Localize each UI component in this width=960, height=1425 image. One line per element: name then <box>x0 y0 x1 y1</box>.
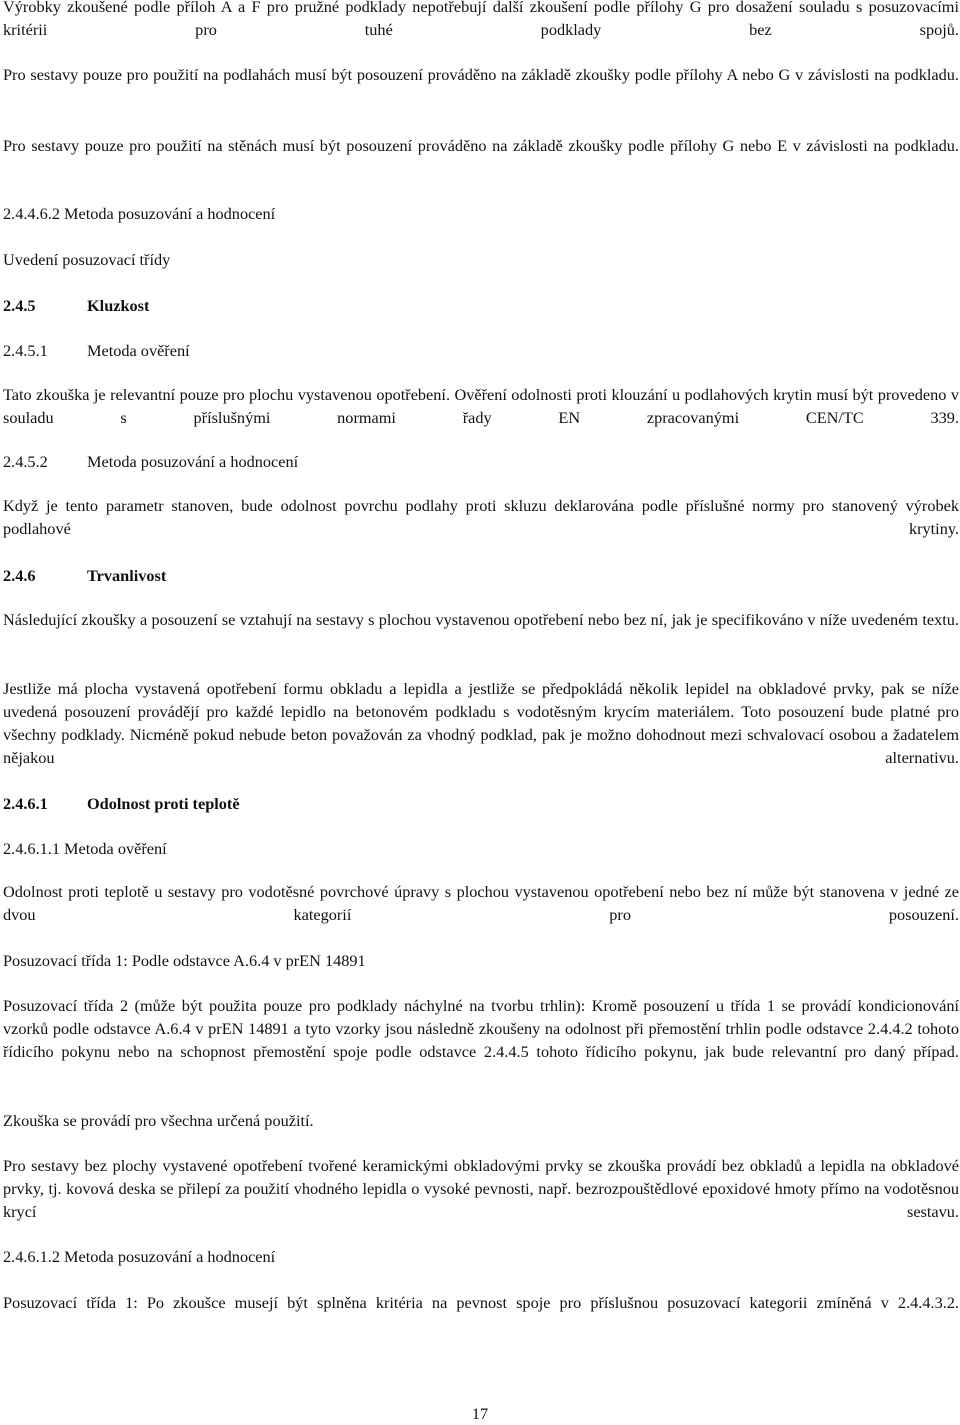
section-number: 2.4.5 <box>3 296 36 315</box>
paragraph: Posuzovací třída 2 (může být použita pouze pro podklady náchylné na tvorbu trhlin): Kromě posouzení u třída 1 se provádí kondicionování vzorků podle odstavce A.6.4 v prEN 14891 a tyto vzorky jsou následně zkoušeny na odolnost při přemostění trhlin podle odstavce 2.4.4.2 tohoto řídicího pokynu nebo na schopnost přemostění spoje podle odstavce 2.4.4.5 tohoto řídicího pokynu, jak bude relevantní pro daný případ. <box>3 996 959 1061</box>
section-heading <box>3 792 240 815</box>
section-number: 2.4.5.1 <box>3 341 48 360</box>
section-heading: 2.4.6.1.2 Metoda posuzování a hodnocení <box>3 1247 276 1266</box>
paragraph: Jestliže má plocha vystavená opotřebení formu obkladu a lepidla a jestliže se předpokládá několik lepidel na obkladové prvky, pak se níže uvedená posouzení provádějí pro každé lepidlo na betonovém podkladu s vodotěsným krycím materiálem. Toto posouzení bude platné pro všechny podklady. Nicméně pokud nebude beton považován za vhodný podklad, pak je možno dohodnout mezi schvalovací osobou a žadatelem nějakou alternativu. <box>3 679 959 767</box>
section-number: 2.4.6.1 <box>3 794 48 813</box>
section-title: Kluzkost <box>87 296 150 315</box>
section-heading <box>3 564 166 587</box>
section-heading <box>3 339 190 362</box>
paragraph: Posuzovací třída 1: Podle odstavce A.6.4 v prEN 14891 <box>3 951 366 970</box>
section-heading: 2.4.4.6.2 Metoda posuzování a hodnocení <box>3 204 276 223</box>
page-number: 17 <box>471 1404 489 1423</box>
paragraph: Odolnost proti teplotě u sestavy pro vodotěsné povrchové úpravy s plochou vystavenou opotřebení nebo bez ní může být stanovena v jedné ze dvou kategorií pro posouzení. <box>3 882 959 924</box>
subheading: Uvedení posuzovací třídy <box>3 250 171 269</box>
paragraph: Výrobky zkoušené podle příloh A a F pro pružné podklady nepotřebují další zkoušení podle přílohy G pro dosažení souladu s posuzovacími kritérii pro tuhé podklady bez spojů. <box>3 0 959 39</box>
paragraph: Následující zkoušky a posouzení se vztahují na sestavy s plochou vystavenou opotřebení nebo bez ní, jak je specifikováno v níže uvedeném textu. <box>3 610 959 629</box>
section-number: 2.4.5.2 <box>3 452 48 471</box>
section-title: Trvanlivost <box>87 566 167 585</box>
paragraph: Pro sestavy bez plochy vystavené opotřebení tvořené keramickými obkladovými prvky se zkouška provádí bez obkladů a lepidla na obkladové prvky, tj. kovová deska se přilepí za použití vhodného lepidla o vysoké pevnosti, např. bezrozpouštědlové epoxidové hmoty přímo na vodotěsnou krycí sestavu. <box>3 1156 959 1221</box>
section-title: Metoda posuzování a hodnocení <box>87 452 299 471</box>
paragraph: Tato zkouška je relevantní pouze pro plochu vystavenou opotřebení. Ověření odolnosti proti klouzání u podlahových krytin musí být provedeno v souladu s příslušnými normami řady EN zpracovanými CEN/TC 339. <box>3 385 959 427</box>
paragraph: Když je tento parametr stanoven, bude odolnost povrchu podlahy proti skluzu deklarována podle příslušné normy pro stanovený výrobek podlahové krytiny. <box>3 496 959 538</box>
section-number: 2.4.6 <box>3 566 36 585</box>
section-heading: 2.4.6.1.1 Metoda ověření <box>3 839 167 858</box>
paragraph: Pro sestavy pouze pro použití na podlahách musí být posouzení prováděno na základě zkoušky podle přílohy A nebo G v závislosti na podkladu. <box>3 65 959 84</box>
section-heading <box>3 450 298 473</box>
paragraph: Zkouška se provádí pro všechna určená použití. <box>3 1111 314 1130</box>
section-heading <box>3 294 149 317</box>
section-title: Metoda ověření <box>87 341 190 360</box>
paragraph: Pro sestavy pouze pro použití na stěnách musí být posouzení prováděno na základě zkoušky podle přílohy G nebo E v závislosti na podkladu. <box>3 136 959 155</box>
paragraph: Posuzovací třída 1: Po zkoušce musejí být splněna kritéria na pevnost spoje pro příslušnou posuzovací kategorii zmíněná v 2.4.4.3.2. <box>3 1293 959 1312</box>
section-title: Odolnost proti teplotě <box>87 794 240 813</box>
